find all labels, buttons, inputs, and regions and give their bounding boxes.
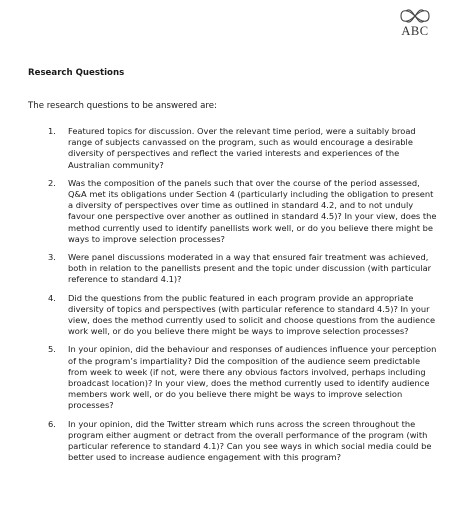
section-heading: Research Questions: [28, 68, 125, 78]
list-item: [48, 419, 440, 464]
list-item-text: Did the questions from the public featured in each program provide an appropriate diversity of topics and perspectives (with particular reference to standard 4.5)? In your view, does the method currently used to solicit and choose questions from the audience work well, or do you believe there might be ways to improve selection processes?: [68, 292, 436, 337]
list-item: [48, 344, 440, 411]
abc-logo: [397, 7, 433, 37]
list-item-text: Were panel discussions moderated in a way that ensured fair treatment was achieved, both in relation to the panellists present and the topic under discussion (with particular reference to standard 4.1)?: [68, 252, 432, 285]
list-item: [48, 178, 440, 245]
list-item: [48, 126, 440, 171]
list-item-text: Featured topics for discussion. Over the relevant time period, were a suitably broad range of subjects canvassed on the program, such as would encourage a desirable diversity of perspectives and reflect the varied interests and experiences of the Australian community?: [68, 126, 416, 170]
abc-logo-text: ABC: [401, 24, 429, 38]
abc-lissajous-icon: [398, 7, 432, 25]
list-number: 2.: [48, 177, 56, 188]
list-item: [48, 252, 440, 286]
list-item: [48, 293, 440, 338]
list-number: 6.: [48, 418, 56, 429]
list-number: 4.: [48, 292, 56, 303]
list-number: 5.: [48, 344, 56, 355]
list-item-text: In your opinion, did the behaviour and responses of audiences influence your perception of the program’s impartiality? Did the composition of the audience seem predictable from week to week (if not, were there any obvious factors involved, perhaps including broadcast location)? In your view, does the method currently used to identify audience members work well, or do you believe there might be ways to improve selection processes?: [68, 344, 437, 411]
intro-text: The research questions to be answered are:: [28, 101, 217, 111]
list-item-text: Was the composition of the panels such that over the course of the period assessed, Q&A met its obligations under Section 4 (particularly including the obligation to present a diversity of perspectives over time as outlined in standard 4.2, and to not unduly favour one perspective over another as outlined in standard 4.5)? In your view, does the method currently used to identify panellists work well, or do you believe there might be ways to improve selection processes?: [68, 177, 437, 244]
list-item-text: In your opinion, did the Twitter stream which runs across the screen throughout the program either augment or detract from the overall performance of the program (with particular reference to standard 4.1)? Can you see ways in which social media could be better used to increase audience engagement with this program?: [68, 418, 432, 463]
list-number: 1.: [48, 126, 56, 136]
questions-list: [48, 126, 440, 470]
list-number: 3.: [48, 252, 56, 263]
